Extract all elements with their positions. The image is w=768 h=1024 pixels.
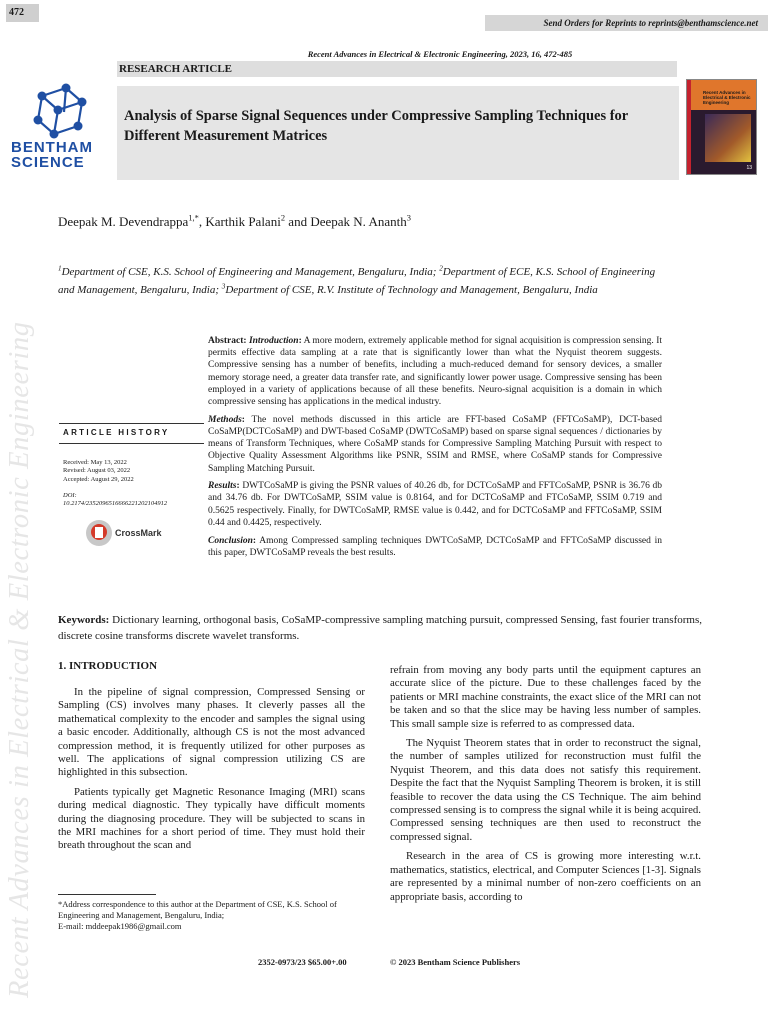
affiliations	[58, 263, 668, 299]
abstract	[208, 335, 662, 564]
logo-line-1: BENTHAM	[11, 139, 93, 156]
footnote-email: E-mail: mddeepak1986@gmail.com	[58, 921, 182, 931]
footnote-rule	[58, 894, 156, 895]
affiliation-mark: 3	[221, 282, 226, 291]
section-heading-introduction: 1. INTRODUCTION	[58, 660, 158, 672]
abstract-label: Abstract:	[208, 336, 247, 346]
author-name: Deepak N. Ananth	[310, 214, 407, 229]
author-separator: ,	[198, 214, 206, 229]
paragraph: Research in the area of CS is growing more interesting w.r.t. mathematics, statistics, electrical, and Computer Sciences [1-3]. Signals are represented by a minimal number of non-zero coefficients on an appropriate basis, according to	[390, 850, 701, 903]
cover-image	[705, 114, 751, 162]
doi-label: DOI:	[63, 492, 77, 499]
abstract-conclusion: Conclusion: Among Compressed sampling techniques DWTCoSaMP, DCTCoSaMP and FFTCoSaMP discussed in this paper, DWTCoSaMP reveals the best results.	[208, 535, 663, 558]
paragraph: refrain from moving any body parts until the equipment captures an accurate slice of the picture. Due to these challenges faced by the patients or MRI machine constraints, the exact slice of the MRI can not be taken and so that the slice may be having less number of samples. This small sample size is referred to as compressed data.	[390, 664, 701, 730]
journal-cover-thumbnail	[686, 79, 757, 175]
results-text: DWTCoSaMP is giving the PSNR values of 40.26 db, for DCTCoSaMP and FFTCoSaMP, PSNR is 36.76 db and 34.76 db. For DWTCoSaMP, SSIM value is 0.8164, and for DCTCoSaMP and FTCoSaMP, SSIM 0.719 and 0.5625 respectively. Finally, for DWTCoSaMP, RMSE value is 0.442, and for DCTCoSaMP and FFTCoSaMP, SSIM 0.44 and 0.4425, respectively.	[208, 481, 662, 528]
methods-text: The novel methods discussed in this article are FFT-based CoSaMP (FFTCoSaMP), DCT-based CoSaMP(DCTCoSaMP) and DWT-based CoSaMP (DWTCoSaMP) based on sparse signal sequences / dictionaries by means of Transform Techniques, where CoSaMP stands for Compressive Sampling Matching Pursuit with respect to Objective Quality Assessment Algorithms like PSNR, SSIM and RMSE, where CoSaMP stands for Compressive Sampling Matching Pursuit.	[208, 414, 662, 474]
cover-spine	[687, 80, 691, 174]
cover-volume: 13	[746, 165, 752, 171]
cover-title: Recent Advances in Electrical & Electronic Engineering	[703, 90, 751, 105]
history-dates	[63, 459, 134, 484]
conclusion-label: Conclusion	[208, 535, 253, 546]
body-column-left	[58, 686, 365, 859]
paragraph: Patients typically get Magnetic Resonance Imaging (MRI) scans during medical diagnostic. They typically have difficult moments during the diagnosing procedure. They will be subjected to scans in the MRI machines for a short period of time. They must hold their breath throughout the scan and	[58, 785, 365, 852]
received-date: Received: May 13, 2022	[63, 459, 127, 466]
paragraph: The Nyquist Theorem states that in order to reconstruct the signal, the number of samples utilized for reconstruction must fulfil the Nyquist Theorem, and this data does not satisfy this requirement. Despite the fact that the Nyquist Sampling Theorem is broken, it is still feasible to recover the data using the CS Technique. The aim behind compressed sensing is to compress the signal while it is being acquired. Compressed sensing techniques are then used to reconstruct the compressed signal.	[390, 737, 701, 843]
introduction-text: A more modern, extremely applicable method for signal acquisition is compression sensing. It permits effective data sampling at a rate that is significantly lower than what the Nyquist theorem suggests. Compressive sensing has a number of benefits, including a much-reduced demand for sensory devices, a smaller memory storage need, a greater data transfer rate, and significantly lower power usage. Compressive sensing has been employed in a variety of applications because of all these benefits. Neuro-signal acquisition is a domain in which compressive sensing has applications in the medical industry.	[208, 336, 663, 408]
affiliation-mark: 1	[58, 264, 62, 273]
history-rule-bottom	[59, 443, 204, 444]
authors-line	[58, 214, 411, 230]
reprints-banner: Send Orders for Reprints to reprints@benthamscience.net	[485, 15, 768, 31]
issn-price: 2352-0973/23 $65.00+.00	[258, 957, 347, 967]
paragraph: In the pipeline of signal compression, Compressed Sensing or Sampling (CS) involves many phases. It cleverly passes all the mathematical complexity to the encoder and samples the signal using a basic encoder. Additionally, although CS is not the most advanced compression method, it is frequently utilized for other purposes as well. The applications of signal compression utilizing CS are highlighted in this subsection.	[58, 686, 365, 779]
article-type: RESEARCH ARTICLE	[117, 61, 677, 77]
affiliation-text: Department of CSE, K.S. School of Engineering and Management, Bengaluru, India;	[61, 266, 440, 278]
article-title: Analysis of Sparse Signal Sequences under Compressive Sampling Techniques for Different Measurement Matrices	[124, 108, 628, 144]
journal-reference: Recent Advances in Electrical & Electronic Engineering, 2023, 16, 472-485	[307, 49, 573, 59]
keywords-label: Keywords:	[58, 614, 110, 626]
author-name: Karthik Palani	[205, 214, 281, 229]
affiliation-mark: 2	[439, 264, 443, 273]
affiliation-text: Department of CSE, R.V. Institute of Technology and Management, Bengaluru, India	[225, 284, 598, 296]
accepted-date: Accepted: August 29, 2022	[63, 475, 134, 483]
side-journal-title: Recent Advances in Electrical & Electronic Engineering	[4, 321, 35, 998]
abstract-results: Results: DWTCoSaMP is giving the PSNR values of 40.26 db, for DCTCoSaMP and FFTCoSaMP, PSNR is 36.76 db and 34.76 db. For DWTCoSaMP, SSIM value is 0.8164, and for DCTCoSaMP and FTCoSaMP, SSIM 0.719 and 0.5625 respectively. Finally, for DWTCoSaMP, RMSE value is 0.442, and for DCTCoSaMP and FFTCoSaMP, SSIM 0.44 and 0.4425, respectively.	[208, 481, 662, 528]
affiliation-text: Department of ECE, K.S. School of Engineering and Management, Bengaluru, India;	[58, 266, 656, 296]
article-history-heading: ARTICLE HISTORY	[63, 428, 170, 437]
doi-link[interactable]: 10.2174/2352096516666221202104912	[63, 500, 168, 508]
author-affiliation-mark: 2	[280, 212, 286, 223]
crossmark-badge[interactable]	[86, 520, 162, 546]
crossmark-icon	[86, 520, 112, 546]
copyright: © 2023 Bentham Science Publishers	[390, 957, 521, 967]
conclusion-text: Among Compressed sampling techniques DWTCoSaMP, DCTCoSaMP and FFTCoSaMP discussed in this paper, DWTCoSaMP reveals the best results.	[208, 535, 663, 558]
bentham-wordmark	[11, 140, 93, 170]
page-number: 472	[6, 4, 39, 22]
abstract-methods: Methods: The novel methods discussed in this article are FFT-based CoSaMP (FFTCoSaMP), DCT-based CoSaMP(DCTCoSaMP) and DWT-based CoSaMP (DWTCoSaMP) based on sparse signal sequences / dictionaries by means of Transform Techniques, where CoSaMP stands for Compressive Sampling Matching Pursuit with respect to Objective Quality Assessment Algorithms like PSNR, SSIM and RMSE, where CoSaMP stands for Compressive Sampling Matching Pursuit.	[208, 414, 662, 474]
author-affiliation-mark: 1,*	[188, 212, 199, 223]
crossmark-label: CrossMark	[115, 528, 162, 538]
logo-line-2: SCIENCE	[11, 154, 85, 171]
doi-block	[63, 492, 167, 509]
introduction-label: Introduction	[248, 336, 299, 346]
molecule-logo-icon	[8, 82, 108, 142]
body-column-right	[390, 664, 701, 910]
footnote-address: *Address correspondence to this author at the Department of CSE, K.S. School of Engineering and Management, Bengaluru, India;	[58, 899, 337, 920]
history-rule-top	[59, 423, 204, 424]
results-label: Results	[208, 481, 237, 492]
author-separator: and	[285, 214, 311, 229]
methods-label: Methods	[208, 414, 242, 425]
author-name: Deepak M. Devendrappa	[58, 214, 189, 229]
keywords	[58, 613, 702, 644]
keywords-text: Dictionary learning, orthogonal basis, CoSaMP-compressive sampling matching pursuit, compressed Sensing, fast fourier transforms, discrete cosine transforms discrete wavelet transforms.	[58, 614, 702, 642]
journal-name: Recent Advances in Electrical & Electronic Engineering	[307, 49, 506, 59]
revised-date: Revised: August 03, 2022	[63, 467, 131, 475]
abstract-introduction: Abstract: Introduction: A more modern, extremely applicable method for signal acquisition is compression sensing. It permits effective data sampling at a rate that is significantly lower than what the Nyquist theorem suggests. Compressive sensing has a number of benefits, including a much-reduced demand for sensory devices, a smaller memory storage need, a greater data transfer rate, and significantly lower power usage. Compressive sensing has been employed in a variety of applications because of all these benefits. Neuro-signal acquisition is a domain in which compressive sensing has applications in the medical industry.	[208, 336, 663, 408]
author-affiliation-mark: 3	[406, 212, 411, 223]
correspondence-footnote	[58, 899, 365, 932]
